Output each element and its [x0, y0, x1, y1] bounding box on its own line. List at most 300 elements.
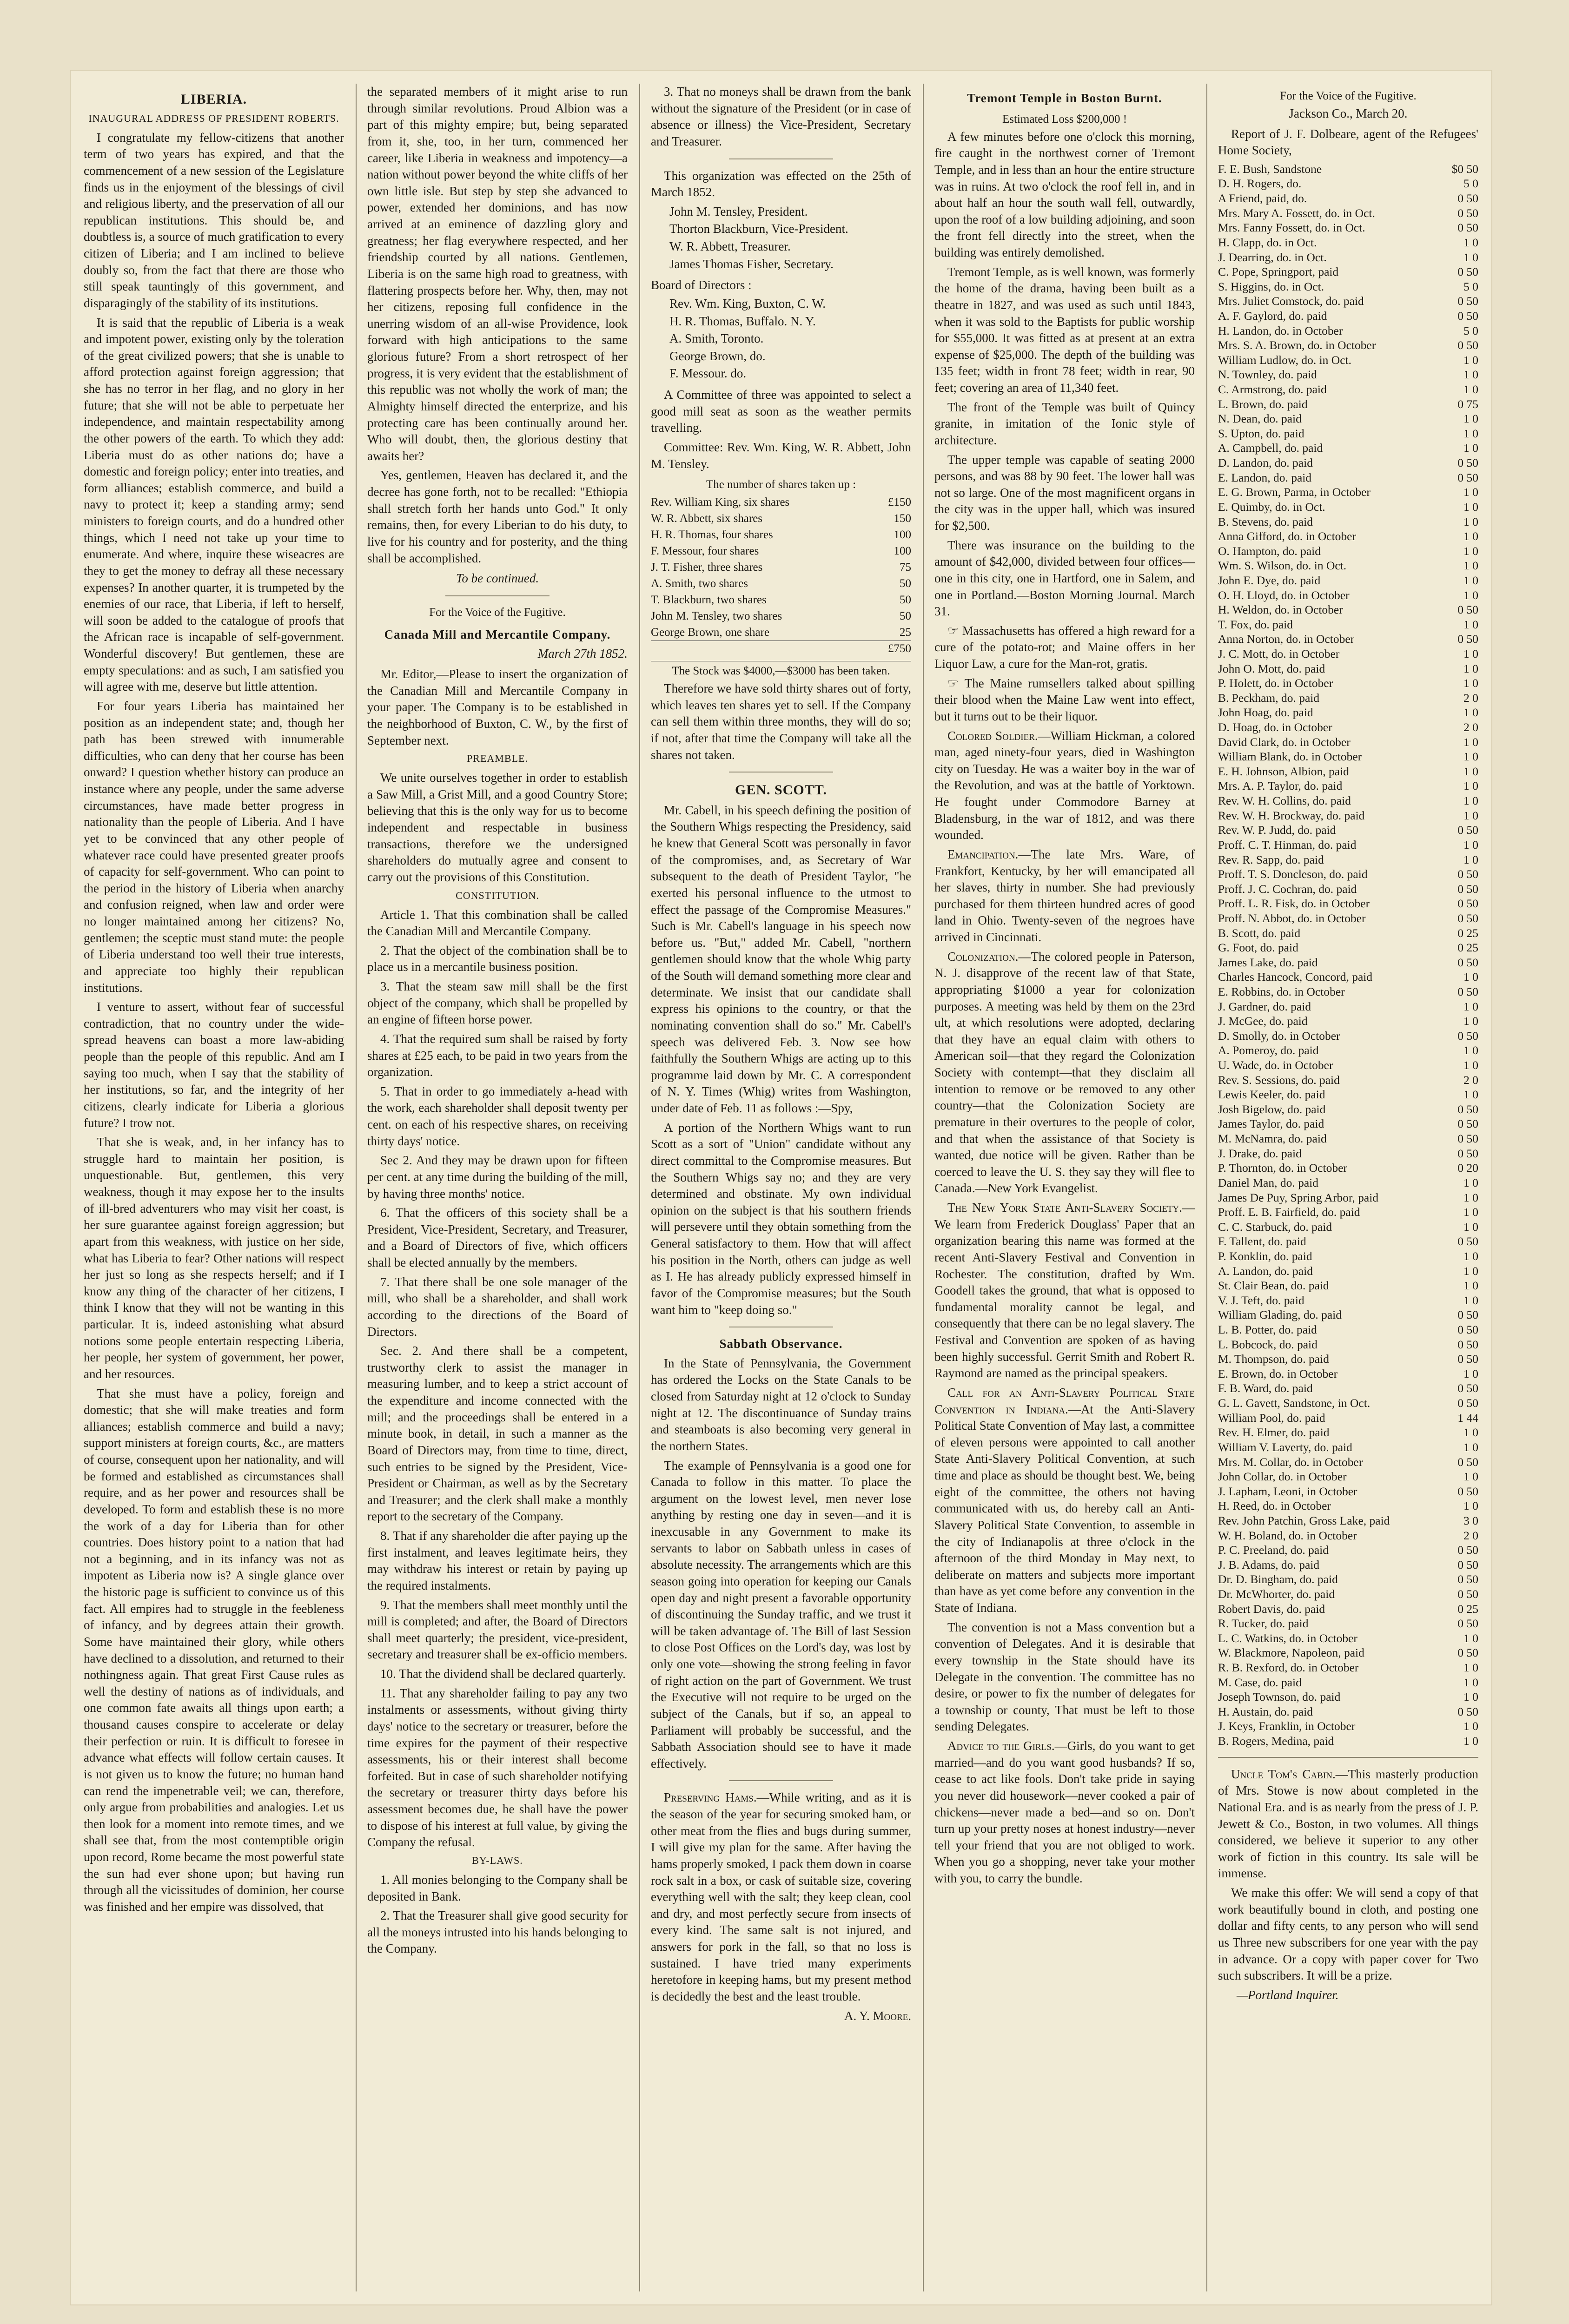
stock-note: The Stock was $4000,—$3000 has been taken.	[651, 661, 911, 679]
donation-amount: 1 0	[1463, 970, 1478, 984]
board-list	[669, 296, 911, 382]
donation-row	[1218, 808, 1478, 823]
paragraph: We unite ourselves together in order to establish a Saw Mill, a Grist Mill, and a good Country Store; believing that this is the only way for us to become independent and respectable in business transactions, therefore we the undersigned shareholders do mutually agree and consent to carry out the provisions of this Constitution.	[367, 771, 628, 884]
lead-in: Colonization.	[947, 949, 1019, 964]
donation-row	[1218, 1087, 1478, 1102]
donor-name: E. Robbins, do. in October	[1218, 985, 1345, 998]
donation-row	[1218, 220, 1478, 235]
donor-name: O. Hampton, do. paid	[1218, 544, 1321, 558]
pointing-hand-icon: ☞	[947, 676, 965, 690]
board-member: F. Messour. do.	[669, 366, 747, 381]
donor-name: Mrs. Fanny Fossett, do. in Oct.	[1218, 221, 1365, 235]
donation-row	[1218, 309, 1478, 324]
donor-name: G. L. Gavett, Sandstone, in Oct.	[1218, 1396, 1370, 1410]
donation-amount: 0 50	[1457, 1381, 1478, 1395]
donation-row	[1218, 1587, 1478, 1602]
donor-name: F. B. Ward, do. paid	[1218, 1381, 1313, 1395]
paragraph: The convention is not a Mass convention but a convention of Delegates. And it is desirable that every township in the State should have its Delegate in the convention. The committee has no desire, or power to fix the number of delegates for a township or county, That must be left to those sending Delegates.	[934, 1620, 1195, 1734]
donor-name: John Hoag, do. paid	[1218, 706, 1313, 720]
donor-name: John O. Mott, do. paid	[1218, 661, 1325, 675]
donation-amount: 1 0	[1463, 1205, 1478, 1219]
donation-row	[1218, 1602, 1478, 1617]
donation-row	[1218, 1704, 1478, 1719]
donor-name: John Collar, do. in October	[1218, 1470, 1347, 1484]
share-value: 50	[900, 594, 911, 607]
donor-name: Rev. John Patchin, Gross Lake, paid	[1218, 1513, 1390, 1527]
donation-row	[1218, 1116, 1478, 1131]
donation-amount: 1 0	[1463, 999, 1478, 1013]
share-row	[651, 624, 911, 640]
donor-name: W. Blackmore, Napoleon, paid	[1218, 1646, 1364, 1660]
donation-amount: 1 0	[1463, 617, 1478, 631]
donor-name: Mrs. Mary A. Fossett, do. in Oct.	[1218, 206, 1375, 220]
board-member: A. Smith, Toronto.	[669, 331, 764, 346]
notice-line: For the Voice of the Fugitive.	[1280, 90, 1417, 102]
shares-head: The number of shares taken up :	[706, 478, 856, 491]
donor-name: Proff. E. B. Fairfield, do. paid	[1218, 1205, 1360, 1219]
donation-row	[1218, 279, 1478, 294]
donation-amount: 1 0	[1463, 750, 1478, 764]
donation-amount: 1 0	[1463, 1661, 1478, 1675]
share-holder: John M. Tensley, two shares	[651, 610, 782, 623]
donation-row	[1218, 1131, 1478, 1146]
paragraph: We make this offer: We will send a copy of that work beautifully bound in cloth, and posting one dollar and fifty cents, to any person who will send us Three new subscribers for one year with the pay in advance. Or a copy with paper cover for Two such subscribers. It will be a prize.	[1218, 1886, 1478, 1983]
donation-row	[1218, 617, 1478, 632]
donation-amount: 1 0	[1463, 1190, 1478, 1204]
donor-name: S. Upton, do. paid	[1218, 426, 1304, 440]
paragraph: That she is weak, and, in her infancy has to struggle hard to maintain her position, is unquestionable. But, gentlemen, this very weakness, though it may expose her to the insults of ill-bred adventurers who may visit her coast, is her sure guarantee against foreign aggression; but apart from this weakness, with justice on her side, what has Liberia to fear? Other nations will respect her just so long as she respects herself; and if I know any thing of the character of her citizens, I think I know that they will not be wanting in this particular. It is, indeed astonishing what absurd notions some people entertain respecting Liberia, her people, her system of government, her power, and her resources.	[84, 1135, 344, 1381]
donation-amount: 0 50	[1457, 206, 1478, 220]
donation-amount: 1 0	[1463, 1426, 1478, 1439]
donation-amount: 2 0	[1463, 1073, 1478, 1087]
donor-name: Joseph Townson, do. paid	[1218, 1690, 1341, 1704]
share-holder: George Brown, one share	[651, 626, 770, 639]
donation-row	[1218, 852, 1478, 867]
donation-row	[1218, 779, 1478, 793]
donation-amount: $0 50	[1451, 162, 1478, 176]
donor-name: Josh Bigelow, do. paid	[1218, 1102, 1326, 1116]
donation-row	[1218, 984, 1478, 999]
column-2	[367, 84, 628, 2291]
share-holder: J. T. Fisher, three shares	[651, 561, 763, 574]
donor-name: Proff. C. T. Hinman, do. paid	[1218, 838, 1357, 852]
column-rule	[923, 84, 924, 2291]
donation-amount: 0 50	[1457, 1704, 1478, 1718]
donation-row	[1218, 1234, 1478, 1249]
donation-row	[1218, 470, 1478, 485]
donor-name: B. Stevens, do. paid	[1218, 515, 1313, 528]
donation-amount: 1 0	[1463, 1220, 1478, 1234]
section-head: BY-LAWS.	[472, 1854, 523, 1866]
donation-amount: 1 0	[1463, 441, 1478, 455]
donor-name: M. McNamra, do. paid	[1218, 1132, 1327, 1146]
shares-table	[651, 494, 911, 640]
share-value: 25	[900, 626, 911, 639]
divider	[729, 1780, 833, 1781]
donation-amount: 0 50	[1457, 1117, 1478, 1131]
donation-row	[1218, 1190, 1478, 1205]
donor-name: A. F. Gaylord, do. paid	[1218, 309, 1327, 323]
article-title-sabbath: Sabbath Observance.	[719, 1337, 843, 1351]
paragraph: The example of Pennsylvania is a good one for Canada to follow in this matter. To place the argument on the lowest level, men never lose anything by resting one day in seven—and it is inexcusable in any Government to make its servants to labor on Sabbath unless in cases of absolute necessity. The arrangements which are this season going into operation for keeping our Canals open day and night present a favorable opportunity of discontinuing the Sunday traffic, and we trust it will be taken advantage of. The Bill of last Session to close Post Offices on the Lord's day, was lost by only one vote—showing the strong feeling in favor of right action on the part of Government. We trust the Executive will not require to be urged on the subject of the Canals, but if so, an appeal to Parliament will probably be successful, and the Sabbath Association should see to have it made effectively.	[651, 1458, 911, 1770]
paragraph: Committee: Rev. Wm. King, W. R. Abbett, John M. Tensley.	[651, 440, 911, 471]
donation-row	[1218, 1499, 1478, 1513]
donation-amount: 2 0	[1463, 691, 1478, 705]
donor-name: P. Holett, do. in October	[1218, 676, 1333, 690]
donor-name: D. H. Rogers, do.	[1218, 177, 1302, 191]
donation-row	[1218, 338, 1478, 353]
donation-amount: 1 0	[1463, 1470, 1478, 1484]
donation-row	[1218, 705, 1478, 720]
donation-amount: 1 0	[1463, 588, 1478, 602]
notice-line: For the Voice of the Fugitive.	[429, 606, 566, 619]
section-head: PREAMBLE.	[467, 753, 528, 765]
donation-row	[1218, 367, 1478, 382]
donation-amount: 0 50	[1457, 221, 1478, 235]
paragraph: Therefore we have sold thirty shares out of forty, which leaves ten shares yet to sell. If the Company can sell them within three months, they will do so; if not, after that time the Company will take all the shares not taken.	[651, 681, 911, 762]
donation-row	[1218, 1425, 1478, 1440]
donation-row	[1218, 1543, 1478, 1558]
donor-name: Charles Hancock, Concord, paid	[1218, 970, 1373, 984]
donor-name: William Ludlow, do. in Oct.	[1218, 353, 1351, 367]
donor-name: S. Higgins, do. in Oct.	[1218, 279, 1324, 293]
donation-row	[1218, 558, 1478, 573]
divider	[1218, 1757, 1478, 1758]
donation-row	[1218, 441, 1478, 456]
donor-name: H. Austain, do. paid	[1218, 1704, 1313, 1718]
donor-name: L. Bobcock, do. paid	[1218, 1337, 1317, 1351]
donation-row	[1218, 426, 1478, 441]
donation-amount: 1 0	[1463, 353, 1478, 367]
donation-row	[1218, 382, 1478, 397]
donation-amount: 0 50	[1457, 1337, 1478, 1351]
donation-row	[1218, 1558, 1478, 1572]
donation-amount: 1 0	[1463, 515, 1478, 528]
share-value: 50	[900, 610, 911, 623]
donation-amount: 0 50	[1457, 985, 1478, 998]
constitution-article: 6. That the officers of this society shall be a President, Vice-President, Secretary, and Treasurer, and a Board of Directors of five, which officers shall be elected annually by the members.	[367, 1206, 628, 1270]
paragraph-body: —While writing, and as it is the season of the year for securing smoked ham, or other meat from the flies and bugs during summer, I will give my plan for the same. After having the hams properly smoked, I pack them down in coarse rock salt in a box, or cask of suitable size, covering everything well with the salt; they keep clean, cool and dry, and most perfectly secure from insects of every kind. The same salt is not injured, and answers for pork in the fall, so that no loss is sustained. I have tried many experiments heretofore in keeping hams, but my present method is decidedly the best and the least trouble.	[651, 1790, 911, 2003]
paragraph: Mr. Editor,—Please to insert the organization of the Canadian Mill and Mercantile Company in your paper. The Company is to be established in the neighborhood of Buxton, C. W., by the first of September next.	[367, 667, 628, 747]
donation-row	[1218, 529, 1478, 544]
donation-row	[1218, 324, 1478, 338]
donation-row	[1218, 250, 1478, 265]
board-member: H. R. Thomas, Buffalo. N. Y.	[669, 314, 816, 328]
board-label: Board of Directors :	[651, 278, 752, 292]
donation-row	[1218, 500, 1478, 515]
donation-amount: 0 50	[1457, 867, 1478, 881]
donation-row	[1218, 1029, 1478, 1043]
paragraph: The front of the Temple was built of Quincy granite, in imitation of the Ionic style of architecture.	[934, 400, 1195, 447]
donation-amount: 0 50	[1457, 911, 1478, 925]
column-3	[651, 84, 911, 2291]
donor-name: Rev. H. Elmer, do. paid	[1218, 1426, 1330, 1439]
donor-name: Anna Norton, do. in October	[1218, 632, 1355, 646]
donation-amount: 0 50	[1457, 1646, 1478, 1660]
donation-row	[1218, 485, 1478, 500]
donor-name: Mrs. A. P. Taylor, do. paid	[1218, 779, 1343, 793]
donation-amount: 1 0	[1463, 661, 1478, 675]
dateline: Jackson Co., March 20.	[1289, 106, 1408, 120]
donation-row	[1218, 1631, 1478, 1646]
article-title-liberia: LIBERIA.	[180, 92, 247, 107]
divider	[445, 595, 549, 596]
lead-in: Emancipation.	[947, 847, 1019, 861]
donor-name: Dr. McWhorter, do. paid	[1218, 1587, 1335, 1601]
donation-row	[1218, 1278, 1478, 1293]
column-5	[1218, 84, 1478, 2291]
paragraph: the separated members of it might arise to run through similar revolutions. Proud Albion was a part of this mighty empire; but, being separated from it, she, too, in her turn, commenced her career, like Liberia in weakness and impotency—a nation without power beyond the white cliffs of her own little isle. But step by step she advanced to power, extended her dominions, and has now arrived at an eminence of dazzling glory and greatness; her flag everywhere respected, and her friendship courted by all nations. Gentlemen, Liberia is on the same high road to greatness, with flattering prospects before her. Why, then, may not her citizens, reposing full confidence in the unerring wisdom of an all-wise Providence, look forward with high anticipations to the same glorious future? From a short retrospect of her progress, it is very evident that the establishment of this republic was not wholly the work of man; the Almighty himself directed the enterprize, and his protecting care has been continually around her. Who will doubt, then, the glorious destiny that awaits her?	[367, 85, 628, 463]
paragraph-body: —Girls, do you want to get married—and do you want good husbands? If so, cease to act like fools. Don't take pride in saying you never did housework—never cooked a pair of chickens—never made a bed—and so on. Don't turn up your pretty noses at honest industry—never tell your friend that you are not obliged to work. When you go a shopping, never take your mother with you, to carry the bundle.	[934, 1739, 1195, 1885]
paragraph	[1218, 1766, 1478, 1882]
donation-row	[1218, 515, 1478, 529]
officer-entry: W. R. Abbett, Treasurer.	[669, 239, 791, 253]
paragraph	[651, 1789, 911, 2005]
donation-amount: 3 0	[1463, 1513, 1478, 1527]
donation-amount: 0 50	[1457, 294, 1478, 308]
donation-row	[1218, 867, 1478, 882]
donor-name: D. Hoag, do. in October	[1218, 720, 1332, 734]
donation-amount: 0 50	[1457, 1352, 1478, 1366]
donation-row	[1218, 838, 1478, 852]
donation-amount: 0 50	[1457, 338, 1478, 352]
donor-name: E. Brown, do. in October	[1218, 1367, 1338, 1380]
donation-amount: 1 0	[1463, 1734, 1478, 1748]
donation-amount: 0 50	[1457, 1543, 1478, 1557]
donor-name: O. H. Lloyd, do. in October	[1218, 588, 1350, 602]
donation-row	[1218, 1513, 1478, 1528]
divider	[729, 158, 833, 159]
donation-amount: 1 0	[1463, 676, 1478, 690]
donation-amount: 2 0	[1463, 720, 1478, 734]
donation-row	[1218, 1337, 1478, 1352]
constitution-article: Sec. 2. And there shall be a competent, trustworthy clerk to assist the manager in measuring lumber, and to keep a strict account of the expenditure and income connected with the mill; and the proceedings shall be entered in a minute book, in detail, in such a manner as the Board of Directors may, from time to time, direct, such entries to be signed by the President, Vice-President or Chairman, as well as by the Secretary and Treasurer; and the clerk shall make a monthly report to the secretary of the Company.	[367, 1344, 628, 1524]
donor-name: Mrs. Juliet Comstock, do. paid	[1218, 294, 1364, 308]
donation-row	[1218, 1396, 1478, 1411]
donor-name: E. G. Brown, Parma, in October	[1218, 485, 1370, 499]
donation-amount: 0 50	[1457, 1617, 1478, 1631]
paragraph: I congratulate my fellow-citizens that another term of two years has expired, and that the commencement of a new session of the Legislature finds us in the enjoyment of the blessings of civil and religious liberty, and the preservation of all our republican institutions. This should be, and doubtless is, a source of much gratification to every citizen of Liberia; and I am inclined to believe doubly so, from the fact that there are those who still speak tauntingly of this government, and disparagingly of the stability of its institutions.	[84, 130, 344, 310]
donor-name: Rev. R. Sapp, do. paid	[1218, 852, 1324, 866]
donation-row	[1218, 1073, 1478, 1088]
donor-name: W. H. Boland, do. in October	[1218, 1528, 1357, 1542]
paragraph: A Committee of three was appointed to select a good mill seat as soon as the weather permits travelling.	[651, 388, 911, 435]
constitution-article: Sec 2. And they may be drawn upon for fifteen per cent. at any time during the building of the mill, by having three months' notice.	[367, 1153, 628, 1201]
lead-in: Advice to the Girls.	[947, 1739, 1055, 1753]
donation-row	[1218, 206, 1478, 221]
donation-amount: 1 0	[1463, 529, 1478, 543]
donation-amount: 1 0	[1463, 1690, 1478, 1704]
donation-row	[1218, 1645, 1478, 1660]
article-subtitle: Estimated Loss $200,000 !	[1002, 112, 1127, 125]
donation-row	[1218, 1660, 1478, 1675]
donation-row	[1218, 588, 1478, 603]
share-row	[651, 559, 911, 575]
constitution-article: 5. That in order to go immediately a-head with the work, each shareholder shall deposit twenty per cent. on each of his respective shares, on receiving thirty days' notice.	[367, 1084, 628, 1148]
donation-row	[1218, 1043, 1478, 1058]
donation-amount: 1 0	[1463, 1249, 1478, 1263]
donor-name: Robert Davis, do. paid	[1218, 1602, 1325, 1616]
donor-name: L. C. Watkins, do. in October	[1218, 1631, 1357, 1645]
paragraph: It is said that the republic of Liberia is a weak and impotent power, existing only by the toleration of the great civilized powers; that she is unable to afford protection against foreign aggression; that she has no terror in her flag, and no glory in her future; that she will not be able to perpetuate her independence, and maintain respectability among the other powers of the earth. To which they add: Liberia must do as other nations do; have a domestic and foreign policy; enter into treaties, and form alliances; establish commerce, and build a navy to protect it; keep a standing army; send ministers to foreign courts, and do a hundred other things, which I need not take up your time to enumerate. And where, inquire these wiseacres are they to get the money to defray all these necessary expenses? In another quarter, it is trumpeted by the enemies of our race, that Liberia, if left to herself, will soon be added to the catalogue of proofs that the African race is incapable of self-government. Wonderful discovery! But gentlemen, these are empty speculations: and as such, I am satisfied you will agree with me, deserve but little attention.	[84, 315, 344, 694]
share-holder: A. Smith, two shares	[651, 577, 748, 590]
donor-name: L. Brown, do. paid	[1218, 397, 1308, 411]
donation-row	[1218, 1690, 1478, 1704]
paragraph-body: —The late Mrs. Ware, of Frankfort, Kentucky, by her will emancipated all her slaves, thirty in number. She had previously purchased for them thirteen hundred acres of good land in Ohio. Twenty-seven of the negroes have arrived in Cincinnati.	[934, 847, 1195, 944]
paragraph: 2. That the Treasurer shall give good security for all the moneys intrusted into his hands belonging to the Company.	[367, 1908, 628, 1956]
donor-name: B. Peckham, do. paid	[1218, 691, 1320, 705]
constitution-article: Article 1. That this combination shall be called the Canadian Mill and Mercantile Company.	[367, 907, 628, 938]
paragraph	[934, 1385, 1195, 1617]
pointing-hand-icon: ☞	[947, 623, 962, 638]
donation-row	[1218, 1572, 1478, 1587]
shares-total: £750	[651, 640, 911, 656]
constitution-article: 2. That the object of the combination shall be to place us in a mercantile business position.	[367, 943, 628, 974]
paragraph: This organization was effected on the 25th of March 1852.	[651, 168, 911, 199]
donor-name: Proff. L. R. Fisk, do. in October	[1218, 897, 1370, 911]
donor-name: L. B. Potter, do. paid	[1218, 1323, 1317, 1337]
paragraph	[934, 949, 1195, 1197]
donation-row	[1218, 1220, 1478, 1235]
donation-row	[1218, 1264, 1478, 1279]
share-row	[651, 592, 911, 608]
donation-row	[1218, 1367, 1478, 1381]
donation-amount: 2 0	[1463, 1528, 1478, 1542]
donation-row	[1218, 1322, 1478, 1337]
paragraph-body: —The colored people in Paterson, N. J. disapprove of the recent law of that State, appropriating $1000 a year for colonization purposes. A meeting was held by them on the 23rd ult, at which resolutions were adopted, declaring that they have an equal claim with others to American soil—that they regard the Colonization Society with contempt—that they disclaim all intention to remove or be removed to any other country—that the Colonization Society are premature in their overtures to the people of color, and that when the assistance of that Society is wanted, due notice will be given. Rather than be coerced to leave the U. S. they say they will flee to Canada.—New York Evangelist.	[934, 949, 1195, 1195]
donation-amount: 1 0	[1463, 764, 1478, 778]
donor-name: G. Foot, do. paid	[1218, 941, 1298, 955]
donor-name: Wm. S. Wilson, do. in Oct.	[1218, 559, 1347, 573]
donor-name: R. Tucker, do. paid	[1218, 1617, 1309, 1631]
donor-name: E. Quimby, do. in Oct.	[1218, 500, 1325, 514]
paragraph	[934, 623, 1195, 673]
donor-name: P. Thornton, do. in October	[1218, 1161, 1347, 1175]
donation-amount: 1 0	[1463, 426, 1478, 440]
share-row	[651, 510, 911, 527]
donation-row	[1218, 1675, 1478, 1690]
paragraph: I venture to assert, without fear of successful contradiction, that no country under the wide-spread heavens can boast a more law-abiding people than the people of this republic. And am I saying too much, when I say that the stability of her institutions, so far, and the integrity of her citizens, clearly indicate for Liberia a glorious future? I trow not.	[84, 1000, 344, 1130]
constitution-article: 11. That any shareholder failing to pay any two instalments or assessments, without giving thirty days' notice to the secretary or treasurer, before the time expires for the payment of their respective assessments, his or their interest shall become forfeited. But in case of such shareholder notifying the secretary or treasurer thirty days before his assessment becomes due, he shall have the power to dispose of his interest at full value, by giving the Company the refusal.	[367, 1686, 628, 1849]
donor-name: St. Clair Bean, do. paid	[1218, 1279, 1329, 1293]
donation-amount: 0 50	[1457, 632, 1478, 646]
donation-row	[1218, 264, 1478, 279]
newspaper-page	[70, 70, 1492, 2305]
donation-row	[1218, 235, 1478, 250]
donation-row	[1218, 353, 1478, 368]
donation-row	[1218, 1102, 1478, 1117]
donor-name: H. Landon, do. in October	[1218, 324, 1343, 337]
donor-name: N. Dean, do. paid	[1218, 412, 1302, 426]
column-1	[84, 84, 344, 2291]
donation-row	[1218, 602, 1478, 617]
donor-name: E. Landon, do. paid	[1218, 470, 1312, 484]
share-value: 100	[894, 528, 911, 541]
donation-amount: 0 25	[1457, 1602, 1478, 1616]
share-holder: H. R. Thomas, four shares	[651, 528, 773, 541]
paragraph-body: —At the Anti-Slavery Political State Convention of May last, a committee of eleven persons were appointed to call another State Anti-Slavery Political Convention, at such time and place as should be thought best. We, being eight of the committee, the others not having communicated with us, do hereby call an Anti-Slavery Political State Convention, to assemble in the city of Indianapolis at three o'clock in the afternoon of the third Monday in May next, to deliberate on matters and subjects more important than have as yet come before any convention in the State of Indiana.	[934, 1402, 1195, 1615]
share-value: £150	[888, 496, 911, 509]
donation-amount: 0 50	[1457, 470, 1478, 484]
donor-name: Dr. D. Bingham, do. paid	[1218, 1572, 1338, 1586]
lead-in: Preserving Hams.	[664, 1790, 757, 1805]
constitution-article: 3. That the steam saw mill shall be the first object of the company, which shall be propelled by an engine of fifteen horse power.	[367, 979, 628, 1027]
donation-row	[1218, 661, 1478, 676]
donation-amount: 0 50	[1457, 1396, 1478, 1410]
donation-row	[1218, 1484, 1478, 1499]
share-value: 75	[900, 561, 911, 574]
donor-name: Mrs. M. Collar, do. in October	[1218, 1455, 1363, 1469]
constitution-article: 9. That the members shall meet monthly until the mill is completed; and after, the Board of Directors shall meet quarterly; the president, vice-president, secretary and treasurer shall be ex-officio members.	[367, 1598, 628, 1662]
donation-row	[1218, 955, 1478, 970]
paragraph: A few minutes before one o'clock this morning, fire caught in the northwest corner of Tremont Temple, and in less than an hour the entire structure was in ruins. At two o'clock the roof fell in, and in about half an hour the south wall fell, outwardly, upon the roof of a low building adjoining, and soon the front fell directly into the street, when the building was entirely demolished.	[934, 129, 1195, 259]
donor-name: William Pool, do. paid	[1218, 1411, 1325, 1425]
paragraph: Tremont Temple, as is well known, was formerly the home of the drama, having been built as a theatre in 1827, and was used as such until 1843, when it was sold to the Baptists for public worship for $55,000. It was fitted as at present at an extra expense of $25,000. The depth of the building was 135 feet; width in front 78 feet; width in rear, 90 feet; covering an area of 11,340 feet.	[934, 264, 1195, 395]
donor-name: J. McGee, do. paid	[1218, 1014, 1308, 1028]
lead-in: Call for an Anti-Slavery Political State Convention in Indiana.	[934, 1385, 1195, 1416]
constitution-article: 4. That the required sum shall be raised by forty shares at £25 each, to be paid in two years from the organization.	[367, 1031, 628, 1079]
donation-amount: 1 0	[1463, 235, 1478, 249]
donor-name: V. J. Teft, do. paid	[1218, 1293, 1304, 1307]
donor-name: J. Dearring, do. in Oct.	[1218, 250, 1327, 264]
donation-amount: 1 0	[1463, 852, 1478, 866]
donation-row	[1218, 647, 1478, 661]
paragraph: A portion of the Northern Whigs want to run Scott as a sort of "Union" candidate without any direct committal to the Compromise measures. But the Southern Whigs say no; and they are very determined and obstinate. My own individual opinion on the subject is that his southern friends will persevere until they obtain something from the General satisfactory to them. How that will affect his position in the North, others can judge as well as I. He has already publicly expressed himself in favor of the Compromise measures; but the South want him to "keep doing so."	[651, 1120, 911, 1317]
donation-amount: 0 50	[1457, 1029, 1478, 1043]
donation-amount: 1 0	[1463, 1043, 1478, 1057]
donation-row	[1218, 1249, 1478, 1264]
donor-name: Proff. J. C. Cochran, do. paid	[1218, 882, 1357, 896]
donation-row	[1218, 411, 1478, 426]
donor-name: Mrs. S. A. Brown, do. in October	[1218, 338, 1376, 352]
donor-name: A Friend, paid, do.	[1218, 191, 1307, 205]
donor-name: E. H. Johnson, Albion, paid	[1218, 764, 1349, 778]
donation-row	[1218, 1381, 1478, 1396]
donation-row	[1218, 1440, 1478, 1455]
donor-name: F. E. Bush, Sandstone	[1218, 162, 1322, 176]
donor-name: William V. Laverty, do. paid	[1218, 1440, 1352, 1454]
donation-amount: 1 0	[1463, 559, 1478, 573]
donation-amount: 1 0	[1463, 1719, 1478, 1733]
to-be-continued: To be continued.	[456, 571, 539, 586]
donation-row	[1218, 911, 1478, 926]
donor-name: J. Keys, Franklin, in October	[1218, 1719, 1356, 1733]
donation-amount: 5 0	[1463, 279, 1478, 293]
donor-name: C. Pope, Springport, paid	[1218, 265, 1339, 279]
donation-amount: 5 0	[1463, 324, 1478, 337]
donation-amount: 1 0	[1463, 1058, 1478, 1072]
officer-entry: James Thomas Fisher, Secretary.	[669, 257, 834, 271]
share-holder: F. Messour, four shares	[651, 545, 759, 558]
donation-amount: 1 0	[1463, 1499, 1478, 1513]
paragraph: The upper temple was capable of seating 2000 persons, and was 88 by 90 feet. The lower hall was not so large. One of the most magnificent organs in the city was in the upper hall, which was insured for $2,500.	[934, 452, 1195, 533]
donor-name: U. Wade, do. in October	[1218, 1058, 1333, 1072]
column-rule	[1206, 84, 1207, 2291]
donation-amount: 1 0	[1463, 1264, 1478, 1278]
paragraph	[934, 1738, 1195, 1887]
donation-amount: 1 0	[1463, 368, 1478, 382]
donation-amount: 1 0	[1463, 735, 1478, 749]
donation-amount: 0 50	[1457, 1102, 1478, 1116]
donation-amount: 1 0	[1463, 1014, 1478, 1028]
donation-row	[1218, 1293, 1478, 1308]
donation-row	[1218, 1307, 1478, 1322]
paragraph: In the State of Pennsylvania, the Government has ordered the Locks on the State Canals to be closed from Saturday night at 12 o'clock to Sunday night at 12. The discontinuance of Sunday trains and steamboats is also becoming very general in the northern States.	[651, 1356, 911, 1453]
donation-amount: 0 50	[1457, 1235, 1478, 1248]
donation-amount: 1 0	[1463, 794, 1478, 808]
donor-name: B. Scott, do. paid	[1218, 926, 1301, 940]
donation-row	[1218, 823, 1478, 838]
